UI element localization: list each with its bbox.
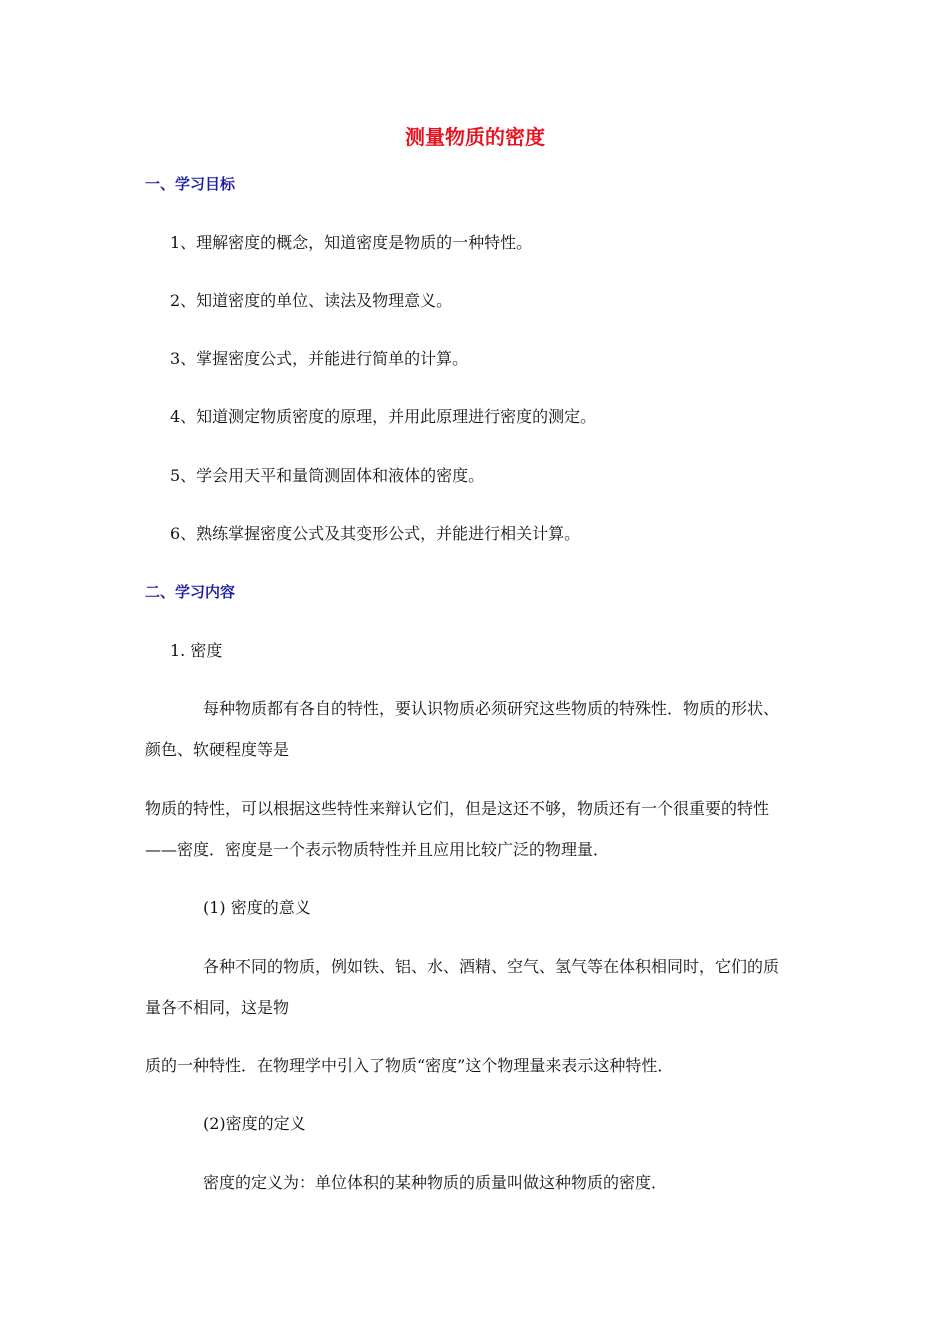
page-title: 测量物质的密度 <box>405 125 545 149</box>
paragraph-line: 各种不同的物质，例如铁、铝、水、酒精、空气、氢气等在体积相同时，它们的质 <box>203 957 780 976</box>
goal-item: 6、熟练掌握密度公式及其变形公式，并能进行相关计算。 <box>170 524 581 543</box>
goal-item: 3、掌握密度公式，并能进行简单的计算。 <box>170 349 469 368</box>
item-definition: (2)密度的定义 <box>203 1114 306 1133</box>
goal-item: 2、知道密度的单位、读法及物理意义。 <box>170 291 453 310</box>
paragraph-line: 质的一种特性．在物理学中引入了物质“密度”这个物理量来表示这种特性． <box>145 1056 674 1075</box>
definition-text: 密度的定义为：单位体积的某种物质的质量叫做这种物质的密度． <box>203 1173 668 1192</box>
paragraph-line: 量各不相同，这是物 <box>145 998 290 1017</box>
paragraph-line: 物质的特性，可以根据这些特性来辩认它们，但是这还不够，物质还有一个很重要的特性 <box>145 799 770 818</box>
goal-item: 1、理解密度的概念，知道密度是物质的一种特性。 <box>170 233 533 252</box>
section-heading-goals: 一、学习目标 <box>145 175 236 193</box>
goal-item: 5、学会用天平和量筒测固体和液体的密度。 <box>170 466 485 485</box>
paragraph-line: 颜色、软硬程度等是 <box>145 740 290 759</box>
subheading-density: 1. 密度 <box>170 641 223 660</box>
goal-item: 4、知道测定物质密度的原理，并用此原理进行密度的测定。 <box>170 407 597 426</box>
section-heading-content: 二、学习内容 <box>145 583 236 601</box>
paragraph-line: 每种物质都有各自的特性，要认识物质必须研究这些物质的特殊性．物质的形状、 <box>203 699 780 718</box>
item-meaning: (1) 密度的意义 <box>203 898 311 917</box>
paragraph-line: ——密度．密度是一个表示物质特性并且应用比较广泛的物理量． <box>145 840 610 859</box>
